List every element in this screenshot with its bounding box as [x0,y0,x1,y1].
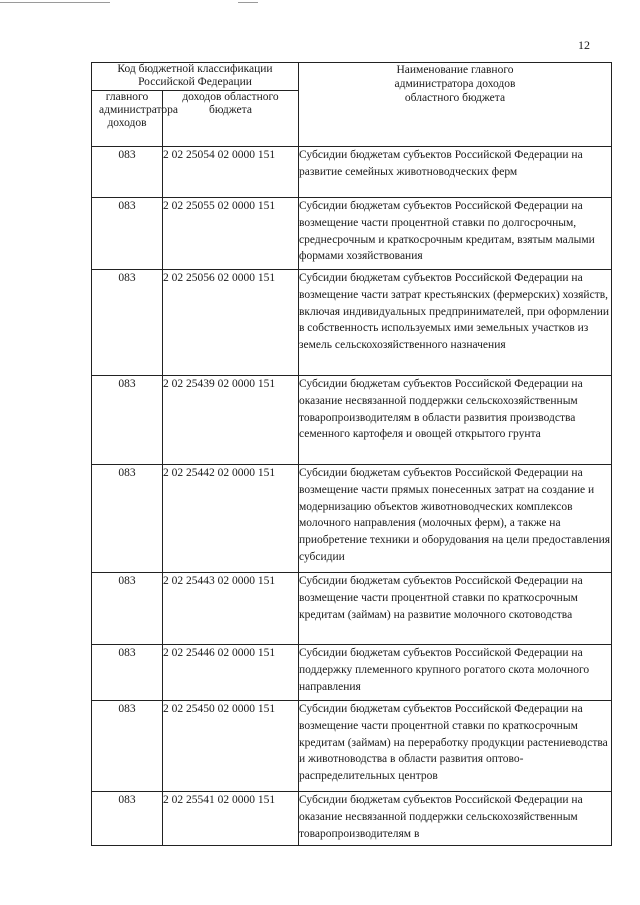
admin-code-cell: 083 [92,376,163,465]
admin-code-cell: 083 [92,573,163,645]
income-name-cell: Субсидии бюджетам субъектов Российской Федерации на возмещение части процентной ставки по долгосрочным, среднесрочным и краткосрочным кредитам, взятым малыми формами хозяйствования [299,198,612,270]
admin-code-cell: 083 [92,792,163,846]
table-row [92,645,612,701]
income-name-cell: Субсидии бюджетам субъектов Российской Федерации на оказание несвязанной поддержки сельскохозяйственным товаропроизводителям в [299,792,612,846]
admin-column-header-text: главного администратора доходов [99,91,179,129]
admin-code-cell: 083 [92,701,163,792]
income-name-cell: Субсидии бюджетам субъектов Российской Федерации на поддержку племенного крупного рогатого скота молочного направления [299,645,612,701]
name-column-header-text: Наименование главного администратора доходов областного бюджета [394,64,516,104]
code-group-header: Код бюджетной классификации Российской Федерации [92,63,299,91]
name-column-header [299,63,612,147]
budget-code-cell: 2 02 25443 02 0000 151 [163,573,299,645]
income-name-cell: Субсидии бюджетам субъектов Российской Федерации на развитие семейных животноводческих ферм [299,147,612,198]
page-number: 12 [578,38,590,52]
income-name-cell: Субсидии бюджетам субъектов Российской Федерации на возмещение части затрат крестьянских (фермерских) хозяйств, включая индивидуальных предпринимателей, при оформлении в собственность используемых ими земельных участков из земель сельскохозяйственного назначения [299,270,612,376]
income-name-cell: Субсидии бюджетам субъектов Российской Федерации на возмещение части прямых понесенных затрат на создание и модернизацию объектов животноводческих комплексов молочного направления (молочных ферм), а также на приобретение техники и оборудования на цели предоставления субсидии [299,465,612,573]
admin-column-header [92,91,179,147]
budget-code-cell: 2 02 25446 02 0000 151 [163,645,299,701]
table-row [92,792,612,846]
table-row [92,270,612,376]
budget-classification-table [91,62,612,846]
table-row [92,465,612,573]
scan-edge-mark [238,2,258,3]
budget-code-cell: 2 02 25439 02 0000 151 [163,376,299,465]
income-name-cell: Субсидии бюджетам субъектов Российской Федерации на оказание несвязанной поддержки сельскохозяйственным товаропроизводителям в области развития производства семенного картофеля и овощей открытого грунта [299,376,612,465]
income-name-cell: Субсидии бюджетам субъектов Российской Федерации на возмещение части процентной ставки по краткосрочным кредитам (займам) на переработку продукции растениеводства и животноводства в области развития оптово-распределительных центров [299,701,612,792]
scan-edge-mark [0,2,110,3]
table-row [92,701,612,792]
budget-code-cell: 2 02 25442 02 0000 151 [163,465,299,573]
admin-code-cell: 083 [92,270,163,376]
admin-code-cell: 083 [92,198,163,270]
table-row [92,573,612,645]
admin-code-cell: 083 [92,147,163,198]
table-row [92,198,612,270]
budget-code-cell: 2 02 25056 02 0000 151 [163,270,299,376]
budget-code-cell: 2 02 25054 02 0000 151 [163,147,299,198]
table-row [92,376,612,465]
scan-edge-marks [0,0,640,8]
budget-code-cell: 2 02 25450 02 0000 151 [163,701,299,792]
code-column-header [163,91,299,147]
table-header-row [92,63,612,91]
income-name-cell: Субсидии бюджетам субъектов Российской Федерации на возмещение части процентной ставки по краткосрочным кредитам (займам) на развитие молочного скотоводства [299,573,612,645]
budget-code-cell: 2 02 25055 02 0000 151 [163,198,299,270]
code-column-header-text: доходов областного бюджета [182,91,279,116]
admin-code-cell: 083 [92,465,163,573]
admin-code-cell: 083 [92,645,163,701]
budget-code-cell: 2 02 25541 02 0000 151 [163,792,299,846]
table-row [92,147,612,198]
